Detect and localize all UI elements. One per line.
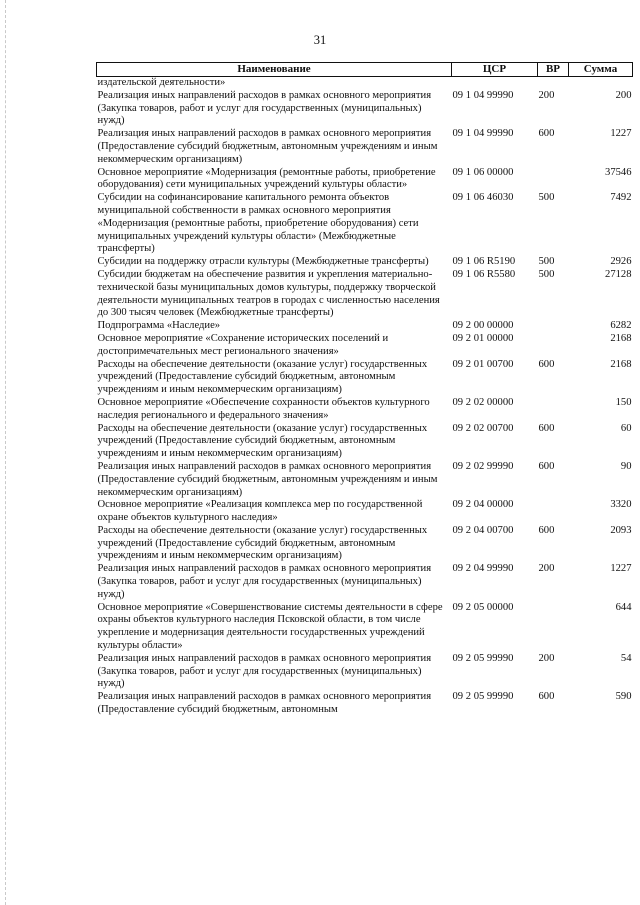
row-vr-code: 500: [538, 268, 555, 280]
table-row: [97, 691, 633, 717]
table-row: [97, 423, 633, 461]
row-csr-code: 09 1 06 R5190: [452, 256, 516, 268]
row-csr-code: 09 2 02 00000: [452, 396, 514, 408]
table-row: [97, 359, 633, 397]
row-csr-code: 09 1 04 99990: [452, 89, 514, 101]
row-vr-code: [538, 167, 569, 193]
row-vr-code: 500: [538, 256, 555, 268]
header-row: [97, 63, 633, 77]
row-sum: 37546: [605, 166, 632, 178]
row-name: Основное мероприятие «Реализация комплекса мер по государственной охране объектов культурного наследия»: [97, 499, 423, 524]
row-csr-code: 09 2 05 00000: [452, 601, 514, 613]
row-sum: [569, 77, 633, 90]
table-body: [97, 77, 633, 717]
row-vr-code: 500: [538, 192, 555, 204]
header-name: Наименование: [97, 63, 452, 77]
row-csr-code: 09 2 02 00700: [452, 422, 514, 434]
table-row: [97, 192, 633, 256]
row-csr-code: 09 1 06 46030: [452, 192, 514, 204]
row-vr-code: [538, 602, 569, 653]
row-vr-code: 200: [538, 563, 555, 575]
row-sum: 2168: [610, 332, 632, 344]
row-name: Реализация иных направлений расходов в рамках основного мероприятия (Закупка товаров, работ и услуг для государственных (муниципальных) нужд): [97, 652, 432, 690]
row-sum: 1227: [610, 128, 632, 140]
table-row: [97, 256, 633, 269]
row-name: Основное мероприятие «Совершенствование системы деятельности в сфере охраны объектов культурного наследия Псковской области, в том числе укрепление и модернизация деятельности государственных учреждений культуры области»: [97, 601, 443, 652]
table-row: [97, 90, 633, 128]
row-vr-code: [538, 499, 569, 525]
table-row: [97, 461, 633, 499]
table-row: [97, 167, 633, 193]
row-csr-code: 09 1 06 R5580: [452, 268, 516, 280]
row-sum: 90: [620, 460, 632, 472]
row-csr-code: 09 2 05 99990: [452, 691, 514, 703]
header-sum: Сумма: [569, 63, 633, 77]
row-sum: 150: [615, 396, 632, 408]
row-sum: 54: [620, 652, 632, 664]
row-vr-code: 200: [538, 652, 555, 664]
page-number: 31: [313, 33, 327, 47]
row-vr-code: [538, 333, 569, 359]
row-csr-code: 09 1 04 99990: [452, 128, 514, 140]
table-row: [97, 320, 633, 333]
row-vr-code: 600: [538, 460, 555, 472]
row-name: Субсидии бюджетам на обеспечение развития и укрепления материально-технической базы муниципальных домов культуры, поддержку творческой деятельности муниципальных театров в городах с численностью населения до 300 тысяч человек (Межбюджетные трансферты): [97, 268, 440, 319]
row-name: Расходы на обеспечение деятельности (оказание услуг) государственных учреждений (Предоставление субсидий бюджетным, автономным учреждениям и иным некоммерческим организациям): [97, 358, 428, 396]
row-name: Субсидии на софинансирование капитального ремонта объектов муниципальной собственности в рамках основного мероприятия «Модернизация (ремонтные работы, приобретение оборудования) сети муниципальных учреждений культуры области» (Межбюджетные трансферты): [97, 192, 419, 255]
row-sum: 644: [615, 601, 632, 613]
row-vr-code: 600: [538, 128, 555, 140]
row-name: Реализация иных направлений расходов в рамках основного мероприятия (Предоставление субсидий бюджетным, автономным: [97, 691, 432, 716]
row-csr-code: 09 2 04 00700: [452, 524, 514, 536]
row-sum: 27128: [605, 268, 632, 280]
row-vr-code: [538, 320, 569, 333]
row-sum: 590: [615, 691, 632, 703]
table-row: [97, 269, 633, 320]
row-vr-code: 600: [538, 422, 555, 434]
table-row: [97, 77, 633, 90]
table-row: [97, 653, 633, 691]
row-name: Основное мероприятие «Сохранение исторических поселений и достопримечательных мест регионального значения»: [97, 332, 389, 357]
row-vr-code: 600: [538, 524, 555, 536]
row-csr-code: 09 2 04 99990: [452, 563, 514, 575]
row-sum: 6282: [610, 320, 632, 332]
row-sum: 2093: [610, 524, 632, 536]
scan-edge: [5, 0, 7, 905]
row-sum: 1227: [610, 563, 632, 575]
table-row: [97, 499, 633, 525]
row-csr-code: 09 2 00 00000: [452, 320, 514, 332]
row-csr-code: [452, 77, 538, 90]
row-csr-code: 09 2 05 99990: [452, 652, 514, 664]
row-vr-code: 600: [538, 691, 555, 703]
row-csr-code: 09 2 01 00000: [452, 332, 514, 344]
table-header: [97, 63, 633, 77]
header-csr: ЦСР: [452, 63, 538, 77]
row-vr-code: 200: [538, 89, 555, 101]
row-csr-code: 09 2 04 00000: [452, 499, 514, 511]
table-row: [97, 128, 633, 166]
table-row: [97, 397, 633, 423]
row-sum: 2926: [610, 256, 632, 268]
row-csr-code: 09 2 01 00700: [452, 358, 514, 370]
table-row: [97, 602, 633, 653]
row-name: Реализация иных направлений расходов в рамках основного мероприятия (Предоставление субсидий бюджетным, автономным учреждениям и иным некоммерческим организациям): [97, 128, 438, 165]
table-row: [97, 333, 633, 359]
header-vr: ВР: [538, 63, 569, 77]
row-sum: 3320: [610, 499, 632, 511]
table-row: [97, 525, 633, 563]
row-csr-code: 09 1 06 00000: [452, 166, 514, 178]
row-name: Реализация иных направлений расходов в рамках основного мероприятия (Предоставление субсидий бюджетным, автономным учреждениям и иным некоммерческим организациям): [97, 460, 438, 498]
row-vr-code: 600: [538, 358, 555, 370]
table-row: [97, 563, 633, 601]
row-sum: 200: [615, 89, 632, 101]
row-name: Расходы на обеспечение деятельности (оказание услуг) государственных учреждений (Предоставление субсидий бюджетным, автономным учреждениям и иным некоммерческим организациям): [97, 422, 428, 460]
row-name: Расходы на обеспечение деятельности (оказание услуг) государственных учреждений (Предоставление субсидий бюджетным, автономным учреждениям и иным некоммерческим организациям): [97, 524, 428, 562]
row-name: Субсидии на поддержку отрасли культуры (Межбюджетные трансферты): [97, 256, 429, 268]
budget-table: [96, 62, 633, 717]
row-name: Подпрограмма «Наследие»: [97, 320, 221, 332]
row-name: Основное мероприятие «Обеспечение сохранности объектов культурного наследия регионального и федерального значения»: [97, 396, 430, 421]
row-name: Реализация иных направлений расходов в рамках основного мероприятия (Закупка товаров, работ и услуг для государственных (муниципальных) нужд): [97, 89, 432, 127]
row-vr-code: [538, 397, 569, 423]
row-sum: 60: [620, 422, 632, 434]
row-vr-code: [538, 77, 569, 90]
row-sum: 7492: [610, 192, 632, 204]
row-csr-code: 09 2 02 99990: [452, 460, 514, 472]
row-sum: 2168: [610, 358, 632, 370]
row-name: издательской деятельности»: [97, 77, 226, 88]
row-name: Реализация иных направлений расходов в рамках основного мероприятия (Закупка товаров, работ и услуг для государственных (муниципальных) нужд): [97, 563, 432, 600]
row-name: Основное мероприятие «Модернизация (ремонтные работы, приобретение оборудования) сети муниципальных учреждений культуры области»: [97, 166, 436, 191]
